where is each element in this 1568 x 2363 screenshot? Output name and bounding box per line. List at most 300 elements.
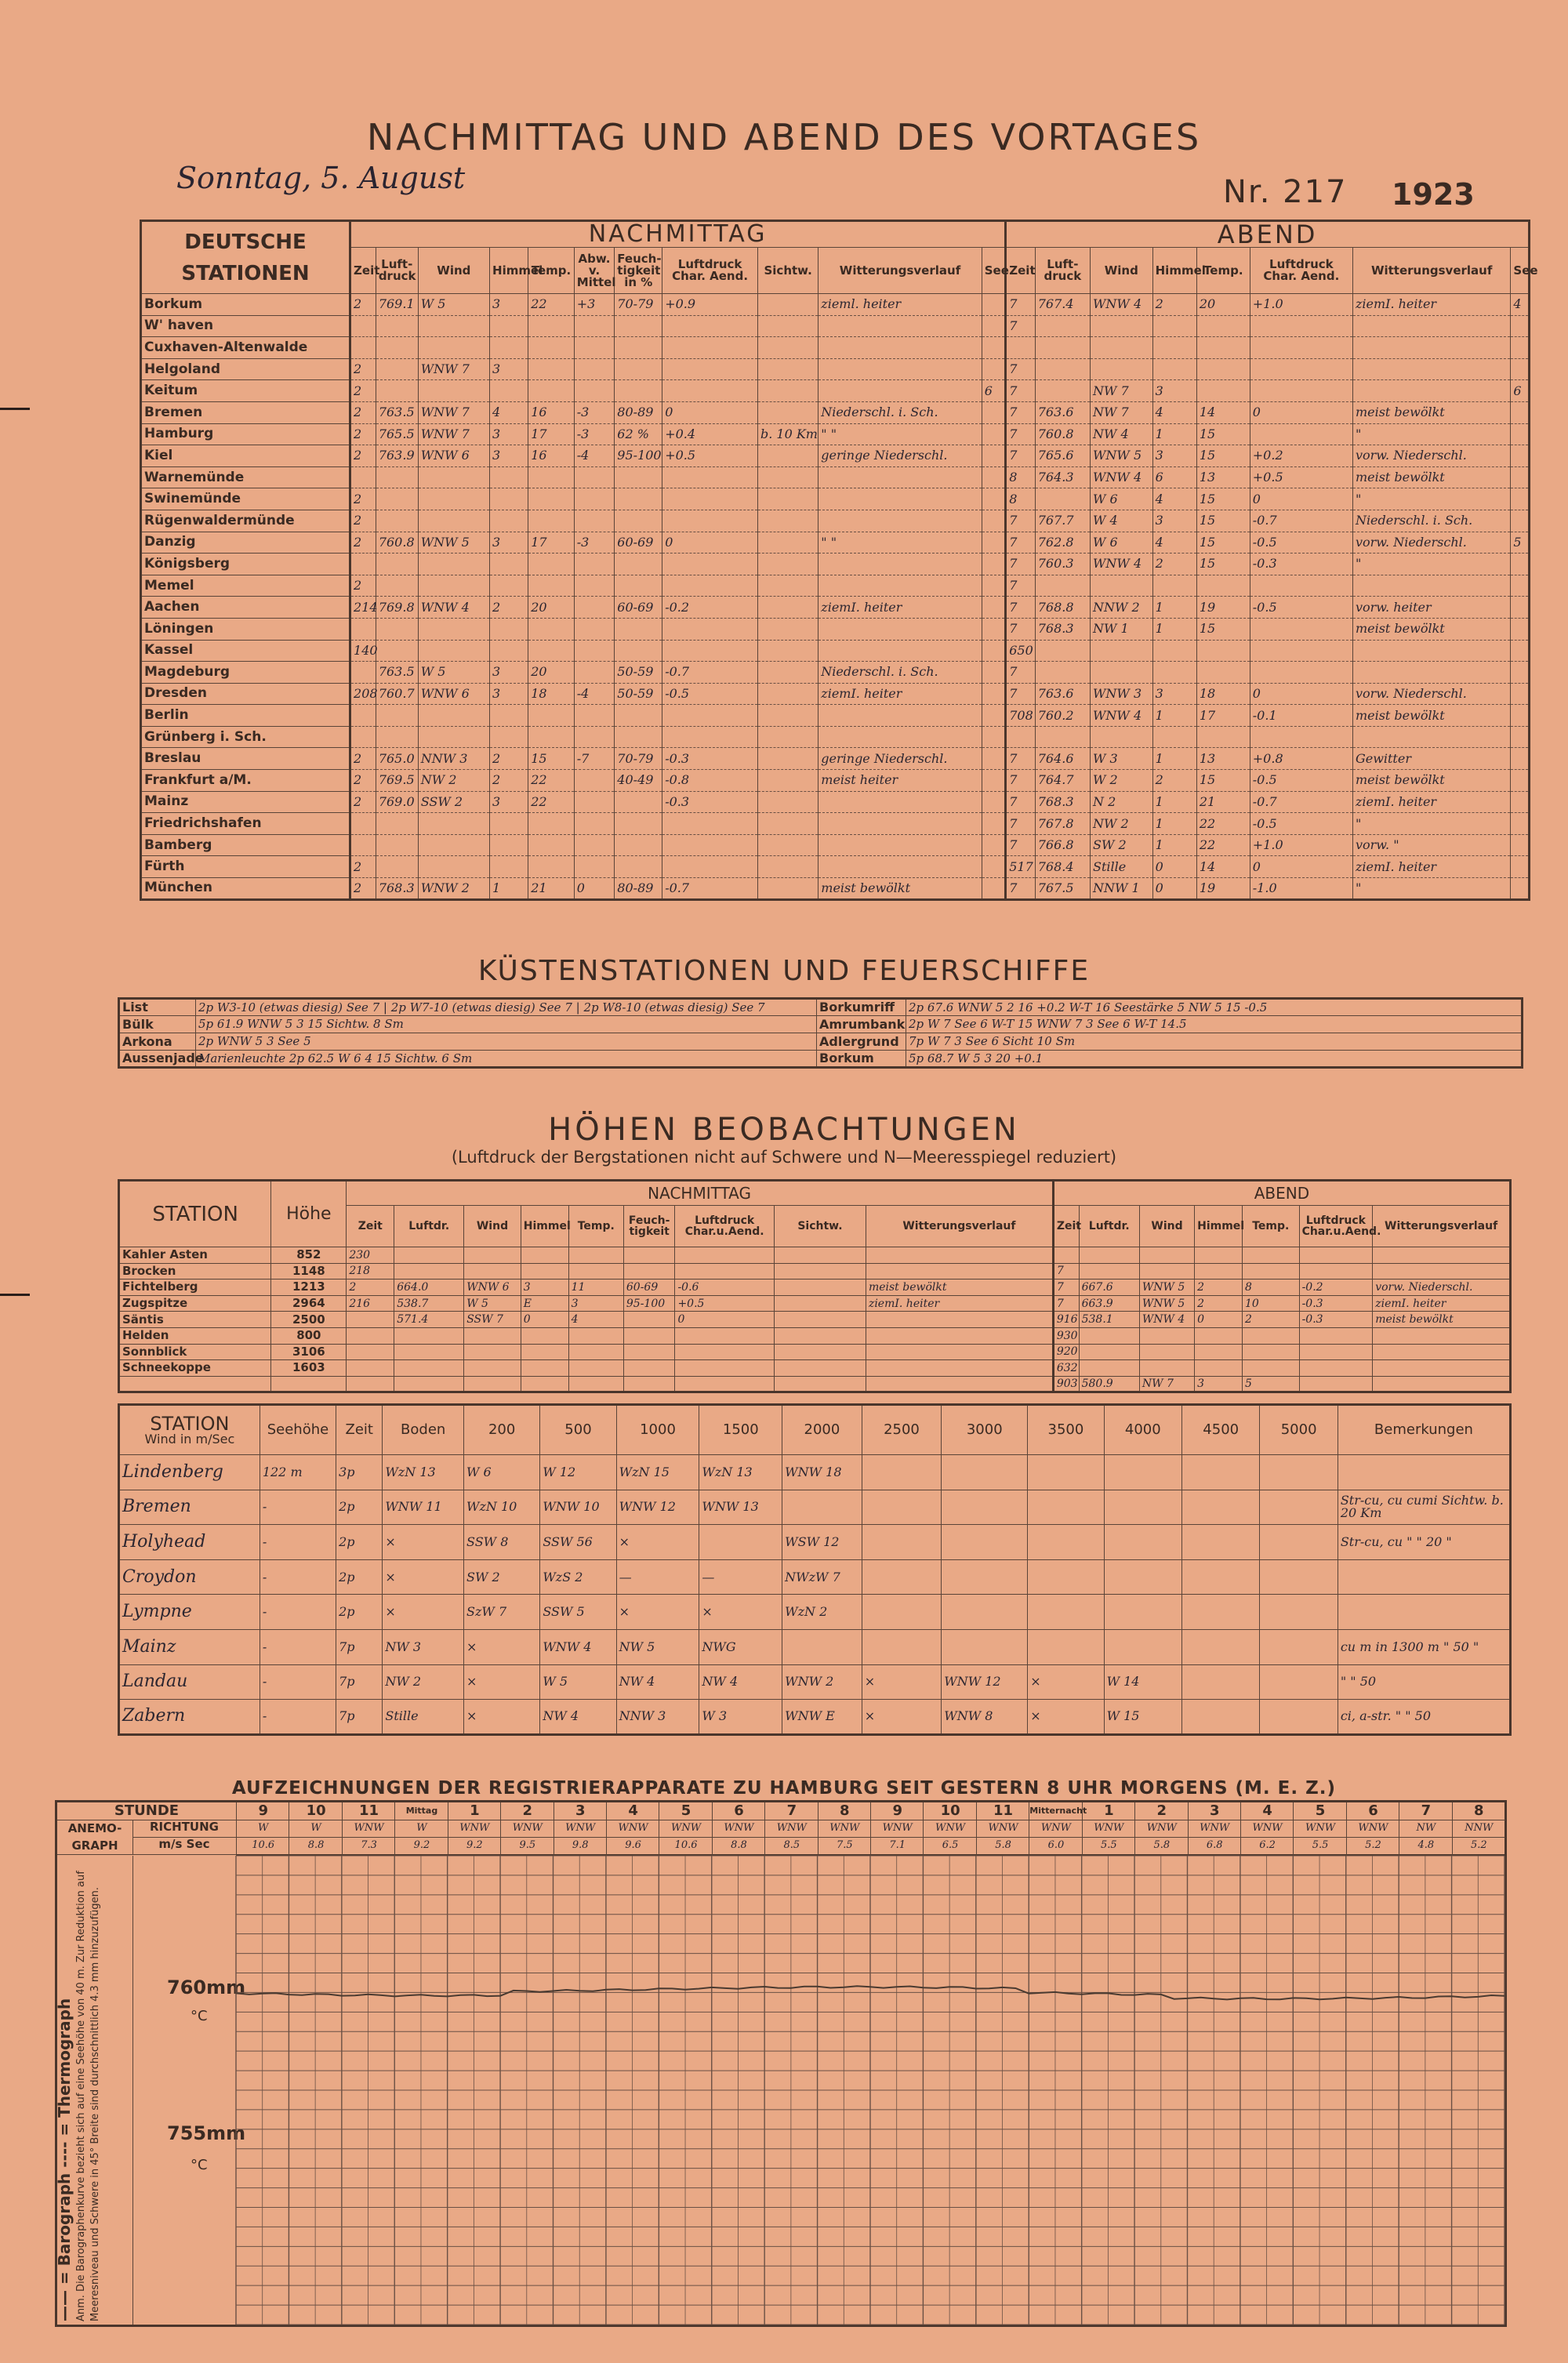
cell-value: +1.0 — [1250, 294, 1352, 316]
cell-value: NWzW 7 — [782, 1559, 862, 1595]
cell-value — [774, 1247, 866, 1264]
cell-value — [1195, 1263, 1243, 1280]
hour-label: 10 — [923, 1802, 976, 1820]
hoehe-header: Höhe — [271, 1181, 347, 1247]
cell-value — [1299, 1327, 1373, 1344]
table-row — [141, 380, 1530, 402]
column-header: Luftdruck Char.u.Aend. — [1299, 1206, 1373, 1247]
kuesten-row — [119, 1033, 1523, 1051]
cell-value: 3 — [490, 683, 528, 705]
cell-value: meist bewölkt — [1352, 618, 1510, 640]
cell-value — [982, 294, 1006, 316]
cell-value: E — [521, 1295, 568, 1312]
cell-value — [418, 618, 489, 640]
cell-value: W 3 — [699, 1700, 782, 1735]
cell-value — [662, 337, 758, 359]
column-header: Feuch-tigkeit in % — [615, 248, 662, 294]
cell-value: SSW 5 — [540, 1595, 616, 1630]
cell-value: 632 — [1053, 1360, 1079, 1377]
table-row — [119, 1344, 1511, 1360]
cell-value — [1299, 1344, 1373, 1360]
cell-value — [662, 315, 758, 337]
cell-value: NW 7 — [1139, 1376, 1194, 1392]
cell-value: 140 — [350, 640, 376, 662]
cell-value: 760.3 — [1035, 554, 1090, 575]
cell-value — [574, 466, 615, 488]
richtung-value: WNW — [870, 1820, 924, 1838]
cell-value: -3 — [574, 401, 615, 423]
cell-value — [774, 1327, 866, 1344]
cell-value — [1511, 748, 1530, 770]
speed-value: 9.6 — [606, 1837, 659, 1856]
cell-value: 7 — [1006, 618, 1035, 640]
cell-value: WNW 7 — [418, 423, 489, 445]
cell-value — [376, 380, 418, 402]
cell-value — [1028, 1595, 1104, 1630]
cell-value: WNW 6 — [418, 683, 489, 705]
cell-value: vorw. " — [1352, 834, 1510, 856]
cell-value: 13 — [1196, 748, 1250, 770]
cell-value: 15 — [1196, 510, 1250, 532]
station-name: Dresden — [141, 683, 350, 705]
cell-value: -0.8 — [662, 770, 758, 792]
cell-value: 2 — [490, 597, 528, 619]
table-row — [141, 554, 1530, 575]
cell-value: -0.7 — [662, 878, 758, 900]
cell-value: geringe Niederschl. — [818, 748, 982, 770]
cell-value — [757, 618, 818, 640]
cell-value — [1511, 856, 1530, 878]
cell-value: +0.4 — [662, 423, 758, 445]
cell-value: 208 — [350, 683, 376, 705]
cell-value — [1104, 1559, 1181, 1595]
station-header-line1: STATION — [150, 1413, 230, 1435]
cell-value — [574, 597, 615, 619]
cell-value: 7 — [1006, 532, 1035, 554]
cell-value — [1090, 575, 1152, 597]
cell-value — [757, 597, 818, 619]
cell-value: 218 — [347, 1263, 394, 1280]
table-row — [141, 791, 1530, 813]
cell-value: NNW 1 — [1090, 878, 1152, 900]
cell-value — [1242, 1247, 1299, 1264]
table-row — [141, 683, 1530, 705]
cell-value — [1260, 1595, 1338, 1630]
side-legend-note: Anm. Die Barographenkurve bezieht sich auf eine Seehöhe von 40 m. Zur Reduktion auf Meeresniveau und Schwere in 45° Breite sind durchschnittlich 4.3 mm hinzuzufügen. — [75, 1871, 101, 2321]
speed-value: 6.5 — [923, 1837, 976, 1856]
column-header: 2000 — [782, 1405, 862, 1455]
cell-value: 2 — [490, 748, 528, 770]
cell-value — [1090, 640, 1152, 662]
cell-value: zieml. heiter — [818, 294, 982, 316]
hour-label: 2 — [1134, 1802, 1188, 1820]
cell-value — [1511, 878, 1530, 900]
cell-value — [1152, 662, 1196, 684]
cell-value — [1511, 705, 1530, 727]
cell-value — [418, 640, 489, 662]
cell-value — [862, 1595, 942, 1630]
table-row — [141, 726, 1530, 748]
cell-value — [774, 1280, 866, 1296]
cell-value — [662, 380, 758, 402]
cell-value: " " 50 — [1338, 1664, 1510, 1700]
cell-value: 1 — [490, 878, 528, 900]
cell-value: NW 2 — [418, 770, 489, 792]
cell-value — [623, 1312, 675, 1328]
cell-value: 19 — [1196, 878, 1250, 900]
column-header: Luftdruck Char. Aend. — [1250, 248, 1352, 294]
cell-value — [757, 510, 818, 532]
cell-value: WNW 3 — [1090, 683, 1152, 705]
cell-value — [866, 1376, 1053, 1392]
station-name: Mainz — [119, 1629, 260, 1664]
cell-value: -4 — [574, 683, 615, 705]
cell-value: 95-100 — [615, 445, 662, 467]
cell-value — [376, 510, 418, 532]
speed-value: 6.0 — [1029, 1837, 1082, 1856]
cell-value: WNW 5 — [1139, 1280, 1194, 1296]
cell-value: +0.5 — [1250, 466, 1352, 488]
abend-header: ABEND — [1006, 221, 1530, 248]
cell-value: 22 — [528, 791, 575, 813]
cell-value: 18 — [1196, 683, 1250, 705]
cell-value: NW 5 — [616, 1629, 699, 1664]
station-name: Löningen — [141, 618, 350, 640]
table-row — [141, 532, 1530, 554]
cell-value — [528, 575, 575, 597]
cell-value — [615, 834, 662, 856]
cell-value: 22 — [1196, 813, 1250, 835]
cell-value: 17 — [528, 532, 575, 554]
station-name: Croydon — [119, 1559, 260, 1595]
cell-value — [982, 488, 1006, 510]
cell-value — [623, 1247, 675, 1264]
station-name: Holyhead — [119, 1525, 260, 1560]
richtung-value: NW — [1399, 1820, 1452, 1838]
cell-value: 3 — [490, 532, 528, 554]
cell-value — [1338, 1455, 1510, 1490]
column-header: Luft-druck — [376, 248, 418, 294]
station-name — [119, 1376, 271, 1392]
hour-label: 6 — [1346, 1802, 1399, 1820]
cell-value — [757, 401, 818, 423]
station-name: Schneekoppe — [119, 1360, 271, 1377]
cell-value: ziemI. heiter — [1352, 856, 1510, 878]
table-row — [141, 466, 1530, 488]
cell-value: - — [260, 1490, 336, 1525]
wind-grid — [118, 1403, 1512, 1736]
cell-value: 2 — [350, 878, 376, 900]
cell-value — [394, 1263, 464, 1280]
cell-value: 2 — [350, 401, 376, 423]
hoehe-value: 800 — [271, 1327, 347, 1344]
table-row — [119, 1295, 1511, 1312]
table-row — [141, 488, 1530, 510]
cell-value — [464, 1327, 521, 1344]
cell-value — [615, 618, 662, 640]
cell-value: -3 — [574, 423, 615, 445]
cell-value — [675, 1263, 774, 1280]
hoehe-value: 852 — [271, 1247, 347, 1264]
hour-label: 8 — [1452, 1802, 1505, 1820]
richtung-value: WNW — [923, 1820, 976, 1838]
cell-value: W 5 — [540, 1664, 616, 1700]
cell-value — [528, 337, 575, 359]
barometer-755-label: 755mm — [167, 2122, 246, 2144]
cell-value — [1182, 1455, 1260, 1490]
cell-value — [1028, 1559, 1104, 1595]
cell-value — [675, 1376, 774, 1392]
cell-value: 7 — [1006, 662, 1035, 684]
cell-value: 1 — [1152, 748, 1196, 770]
station-header — [141, 221, 350, 294]
station-name: Brocken — [119, 1263, 271, 1280]
column-header: Feuch-tigkeit — [623, 1206, 675, 1247]
cell-value — [982, 358, 1006, 380]
kuesten-station: Borkumriff — [817, 999, 906, 1016]
cell-value — [1511, 640, 1530, 662]
station-name: Fürth — [141, 856, 350, 878]
hoehe-value: 1213 — [271, 1280, 347, 1296]
cell-value — [1242, 1360, 1299, 1377]
cell-value — [662, 554, 758, 575]
cell-value — [1028, 1525, 1104, 1560]
deutsche-table — [140, 220, 1538, 901]
cell-value — [394, 1327, 464, 1344]
cell-value: WNW 7 — [418, 358, 489, 380]
cell-value: WNW 5 — [1139, 1295, 1194, 1312]
column-header: 4000 — [1104, 1405, 1181, 1455]
cell-value: - — [260, 1629, 336, 1664]
column-header: Wind — [418, 248, 489, 294]
cell-value: 0 — [1250, 683, 1352, 705]
cell-value — [376, 337, 418, 359]
cell-value — [376, 554, 418, 575]
cell-value — [1104, 1595, 1181, 1630]
cell-value — [1352, 575, 1510, 597]
cell-value — [418, 488, 489, 510]
richtung-value: WNW — [659, 1820, 712, 1838]
cell-value — [1260, 1455, 1338, 1490]
cell-value — [528, 813, 575, 835]
table-row — [119, 1263, 1511, 1280]
cell-value: WzN 15 — [616, 1455, 699, 1490]
cell-value: meist bewölkt — [1352, 401, 1510, 423]
cell-value: -1.0 — [1250, 878, 1352, 900]
cell-value — [528, 488, 575, 510]
cell-value: 767.8 — [1035, 813, 1090, 835]
cell-value — [418, 856, 489, 878]
cell-value — [1035, 726, 1090, 748]
speed-value: 10.6 — [236, 1837, 289, 1856]
nachmittag-header: NACHMITTAG — [347, 1181, 1053, 1206]
cell-value: meist heiter — [818, 770, 982, 792]
cell-value: -7 — [574, 748, 615, 770]
cell-value: 765.0 — [376, 748, 418, 770]
cell-value — [818, 380, 982, 402]
cell-value — [615, 856, 662, 878]
station-name: Frankfurt a/M. — [141, 770, 350, 792]
side-legend-rotated — [57, 1854, 129, 2321]
station-name: Zabern — [119, 1700, 260, 1735]
celsius-label: °C — [191, 2157, 208, 2173]
cell-value: 2 — [350, 791, 376, 813]
richtung-value: WNW — [342, 1820, 395, 1838]
cell-value: 17 — [528, 423, 575, 445]
cell-value — [774, 1263, 866, 1280]
abend-header: ABEND — [1053, 1181, 1510, 1206]
cell-value — [574, 770, 615, 792]
richtung-value: WNW — [500, 1820, 554, 1838]
cell-value: 21 — [1196, 791, 1250, 813]
cell-value — [1352, 662, 1510, 684]
cell-value: 767.7 — [1035, 510, 1090, 532]
table-row — [141, 748, 1530, 770]
cell-value — [528, 856, 575, 878]
issue-number: Nr. 217 — [1223, 174, 1348, 210]
cell-value — [615, 466, 662, 488]
cell-value: 7 — [1006, 575, 1035, 597]
cell-value: 763.5 — [376, 662, 418, 684]
cell-value — [568, 1376, 623, 1392]
cell-value — [615, 488, 662, 510]
cell-value — [757, 878, 818, 900]
cell-value — [1338, 1559, 1510, 1595]
hour-label: Mitternacht — [1029, 1802, 1082, 1820]
cell-value — [757, 770, 818, 792]
cell-value: — — [616, 1559, 699, 1595]
column-header: Seehöhe — [260, 1405, 336, 1455]
cell-value — [1196, 358, 1250, 380]
cell-value — [982, 791, 1006, 813]
cell-value — [376, 466, 418, 488]
column-header: Luftdr. — [1079, 1206, 1139, 1247]
station-name: Berlin — [141, 705, 350, 727]
cell-value — [418, 510, 489, 532]
cell-value: 4 — [1152, 401, 1196, 423]
station-header-line1: DEUTSCHE — [184, 230, 307, 254]
cell-value — [490, 380, 528, 402]
cell-value: 2 — [350, 856, 376, 878]
cell-value — [350, 315, 376, 337]
barometer-760-label: 760mm — [167, 1976, 246, 1998]
cell-value — [568, 1263, 623, 1280]
cell-value — [1090, 315, 1152, 337]
cell-value — [662, 834, 758, 856]
cell-value — [528, 705, 575, 727]
column-header: Wind — [1139, 1206, 1194, 1247]
cell-value: 2 — [1195, 1295, 1243, 1312]
cell-value: 3 — [490, 423, 528, 445]
cell-value: 4 — [490, 401, 528, 423]
cell-value — [350, 466, 376, 488]
cell-value: 2 — [1152, 554, 1196, 575]
table-row — [141, 640, 1530, 662]
cell-value — [490, 315, 528, 337]
cell-value — [1511, 683, 1530, 705]
cell-value — [757, 791, 818, 813]
cell-value: 769.1 — [376, 294, 418, 316]
cell-value: WNW 4 — [1139, 1312, 1194, 1328]
cell-value — [1373, 1376, 1511, 1392]
cell-value: 2 — [1152, 770, 1196, 792]
cell-value: -0.5 — [1250, 532, 1352, 554]
cell-value — [1352, 358, 1510, 380]
cell-value: -4 — [574, 445, 615, 467]
cell-value: SSW 56 — [540, 1525, 616, 1560]
cell-value: 1 — [1152, 705, 1196, 727]
hoehe-value — [271, 1376, 347, 1392]
cell-value: 2 — [350, 488, 376, 510]
cell-value: 3 — [490, 358, 528, 380]
cell-value: × — [383, 1595, 464, 1630]
cell-value: 22 — [528, 294, 575, 316]
cell-value — [862, 1559, 942, 1595]
cell-value: 7 — [1006, 294, 1035, 316]
cell-value — [1195, 1344, 1243, 1360]
cell-value: 7 — [1053, 1295, 1079, 1312]
cell-value: 216 — [347, 1295, 394, 1312]
cell-value — [521, 1376, 568, 1392]
cell-value: W 2 — [1090, 770, 1152, 792]
cell-value — [528, 510, 575, 532]
cell-value: -0.7 — [1250, 791, 1352, 813]
cell-value — [862, 1525, 942, 1560]
cell-value — [757, 813, 818, 835]
cell-value — [757, 856, 818, 878]
cell-value: WNW 6 — [418, 445, 489, 467]
cell-value: 10 — [1242, 1295, 1299, 1312]
station-name: Helden — [119, 1327, 271, 1344]
station-name: München — [141, 878, 350, 900]
cell-value: Str-cu, cu " " 20 " — [1338, 1525, 1510, 1560]
cell-value: -0.2 — [1299, 1280, 1373, 1296]
station-name: Danzig — [141, 532, 350, 554]
cell-value: -0.7 — [662, 662, 758, 684]
cell-value — [418, 575, 489, 597]
cell-value — [1195, 1360, 1243, 1377]
cell-value — [757, 683, 818, 705]
cell-value — [1182, 1664, 1260, 1700]
station-name: Kahler Asten — [119, 1247, 271, 1264]
table-row — [119, 1490, 1511, 1525]
cell-value: SzW 7 — [464, 1595, 540, 1630]
column-header: 1000 — [616, 1405, 699, 1455]
cell-value — [376, 315, 418, 337]
cell-value: 3 — [490, 662, 528, 684]
cell-value: - — [260, 1595, 336, 1630]
cell-value: 2 — [1152, 294, 1196, 316]
cell-value — [574, 380, 615, 402]
hour-label: 3 — [554, 1802, 607, 1820]
cell-value — [866, 1312, 1053, 1328]
table-row — [141, 445, 1530, 467]
hoehe-value: 2964 — [271, 1295, 347, 1312]
column-header: Temp. — [568, 1206, 623, 1247]
table-row — [119, 1360, 1511, 1377]
cell-value — [528, 834, 575, 856]
cell-value — [1260, 1700, 1338, 1735]
speed-value: 9.8 — [554, 1837, 607, 1856]
cell-value — [623, 1360, 675, 1377]
cell-value: × — [1028, 1664, 1104, 1700]
cell-value: 7 — [1006, 445, 1035, 467]
cell-value — [818, 834, 982, 856]
cell-value — [350, 554, 376, 575]
cell-value — [1373, 1247, 1511, 1264]
registrier-frame — [55, 1800, 1507, 2327]
cell-value: 0 — [675, 1312, 774, 1328]
